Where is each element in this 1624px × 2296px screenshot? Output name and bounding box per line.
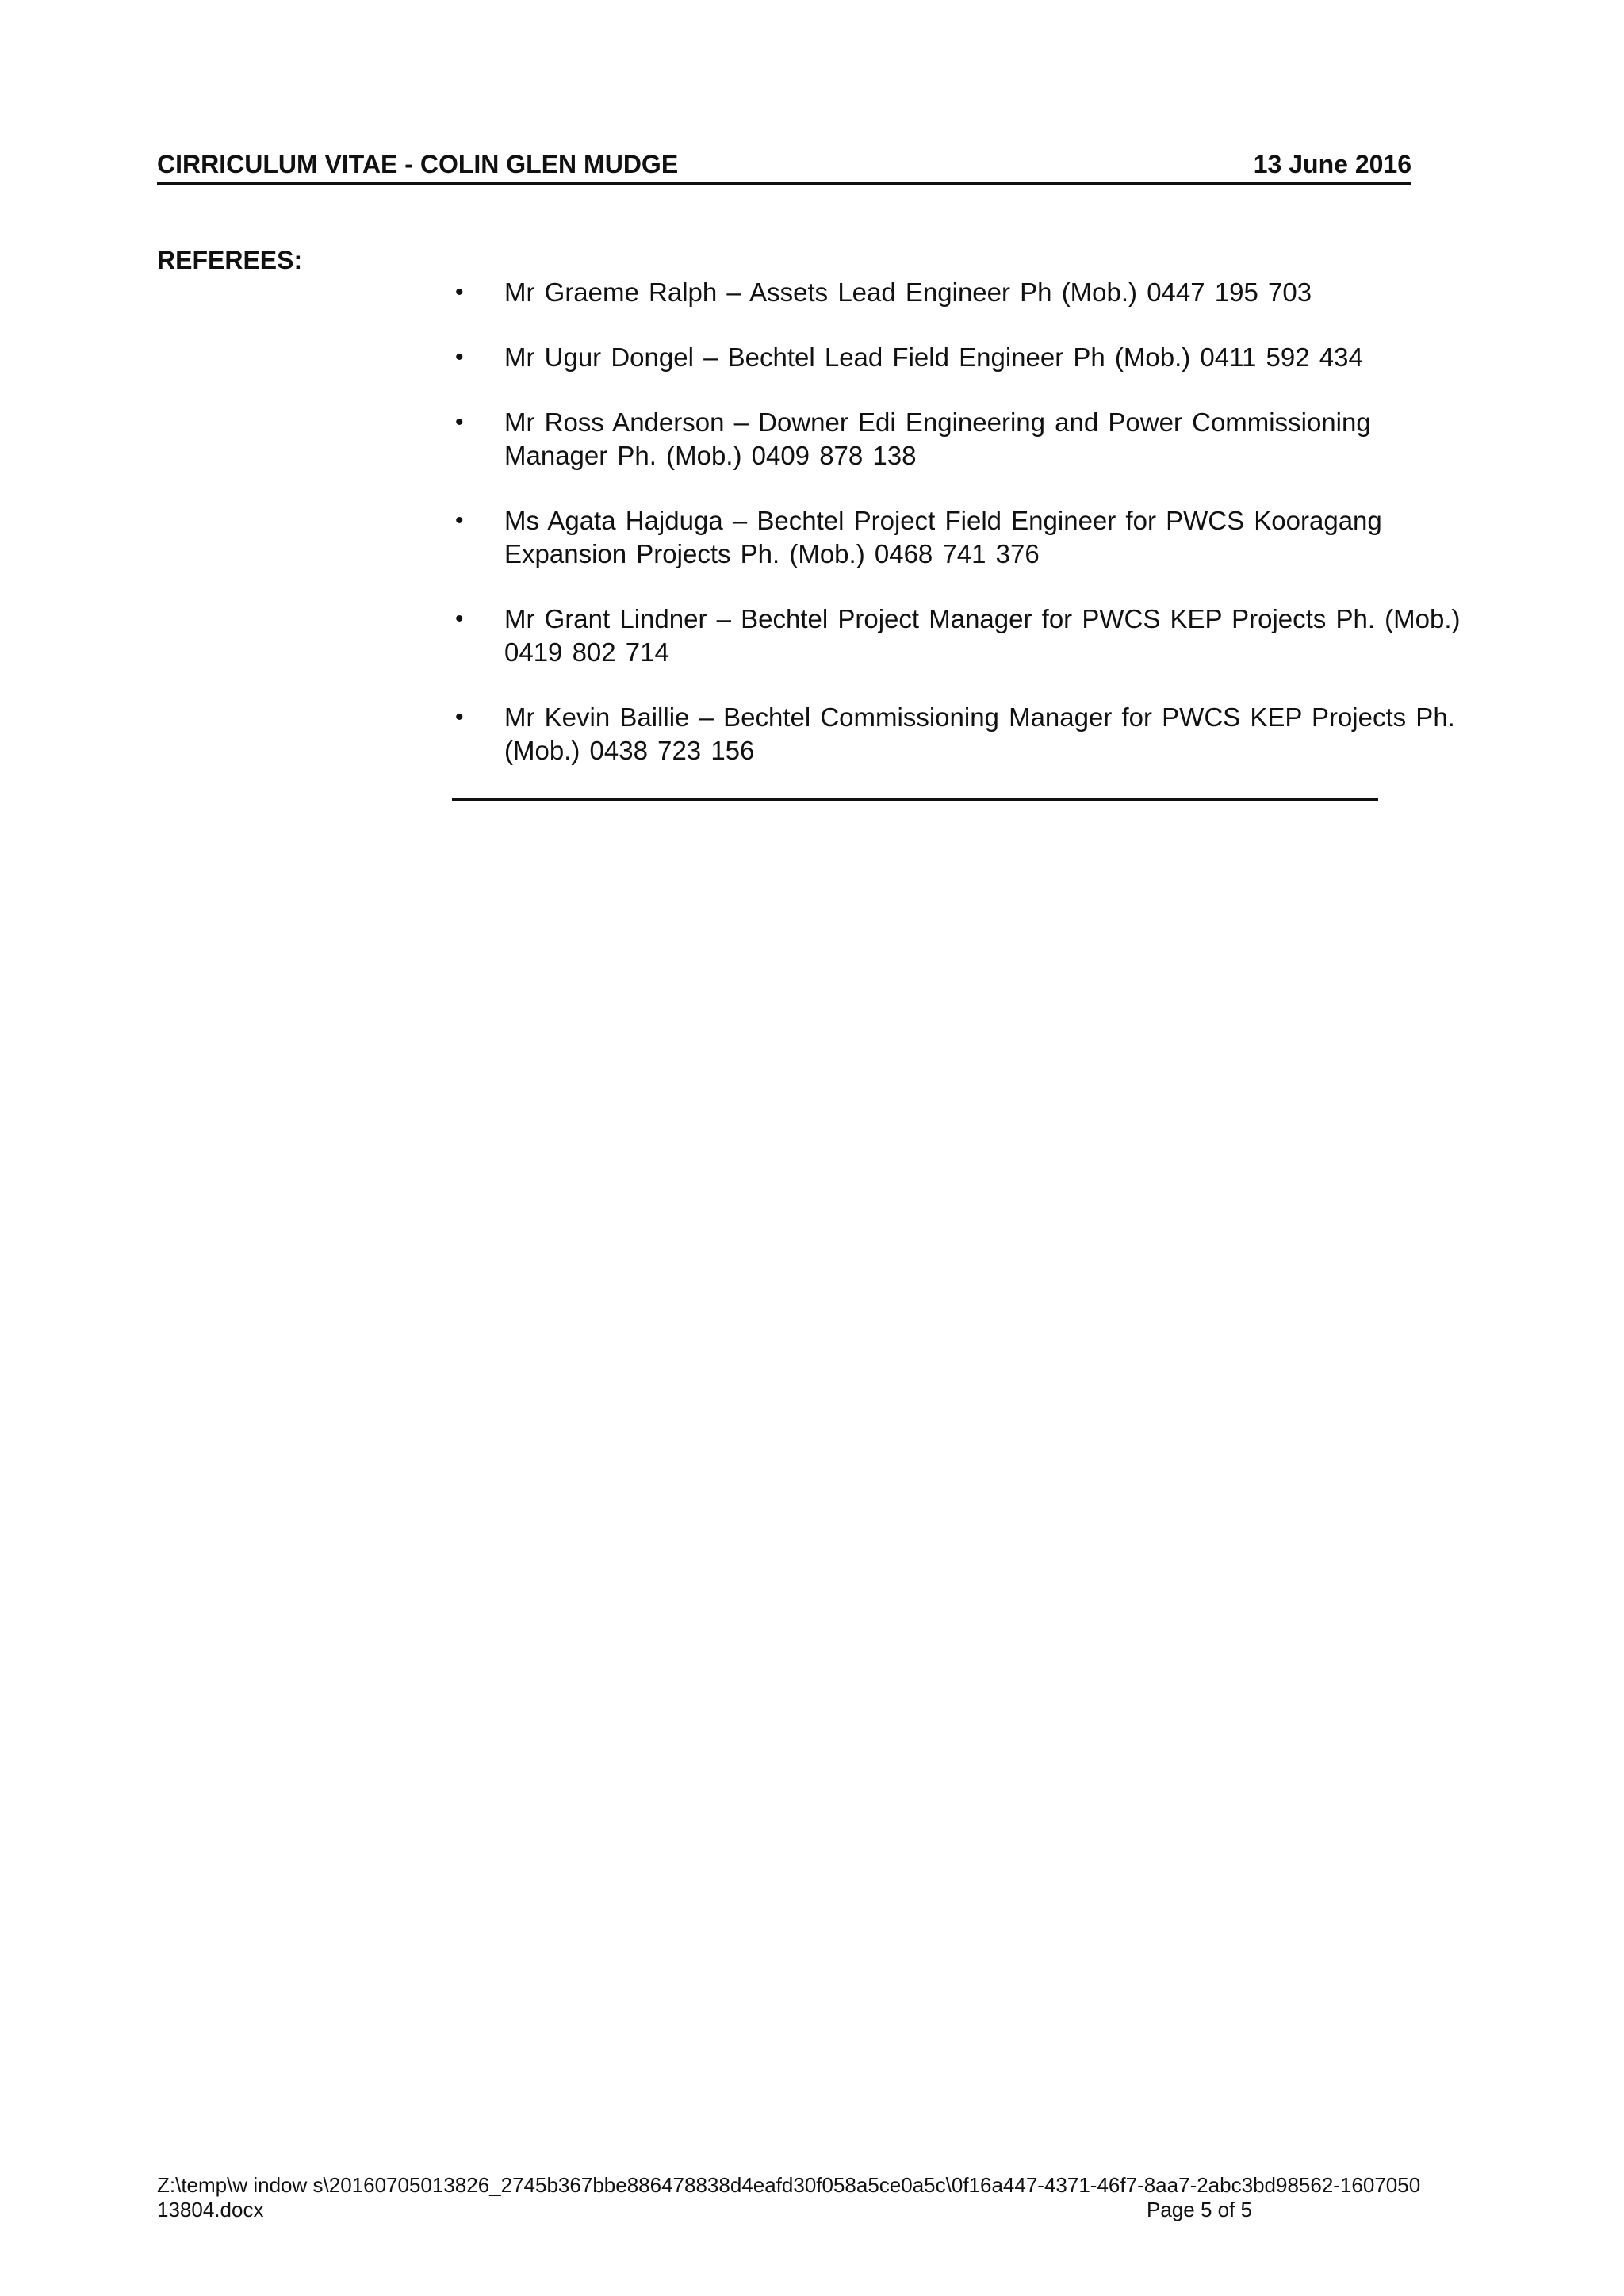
section-divider xyxy=(452,798,1378,801)
referee-text: Mr Grant Lindner – Bechtel Project Manager for PWCS KEP Projects Ph. (Mob.) 0419 802 714 xyxy=(504,604,1461,667)
page-header xyxy=(157,146,1411,185)
referee-text: Mr Ross Anderson – Downer Edi Engineering and Power Commissioning Manager Ph. (Mob.) 0409 878 138 xyxy=(504,408,1371,470)
list-item xyxy=(452,406,1483,473)
document-title: CIRRICULUM VITAE - COLIN GLEN MUDGE xyxy=(157,150,679,178)
list-item xyxy=(452,701,1483,767)
referee-text: Mr Graeme Ralph – Assets Lead Engineer Ph (Mob.) 0447 195 703 xyxy=(504,277,1312,307)
document-date: 13 June 2016 xyxy=(1253,150,1411,178)
bullet-icon: • xyxy=(455,704,464,730)
referee-text: Ms Agata Hajduga – Bechtel Project Field Engineer for PWCS Kooragang Expansion Projects Ph. (Mob.) 0468 741 376 xyxy=(504,506,1382,568)
list-item xyxy=(452,504,1483,571)
list-item xyxy=(452,603,1483,669)
bullet-icon: • xyxy=(455,279,464,305)
bullet-icon: • xyxy=(455,409,464,435)
referee-list xyxy=(452,276,1483,799)
bullet-icon: • xyxy=(455,344,464,370)
referee-text: Mr Ugur Dongel – Bechtel Lead Field Engineer Ph (Mob.) 0411 592 434 xyxy=(504,342,1363,372)
file-path: Z:\temp\w indow s\20160705013826_2745b367bbe886478838d4eafd30f058a5ce0a5c\0f16a447-4371-46f7-8aa7-2abc3bd98562-160705013804.docx xyxy=(157,2173,1421,2221)
list-item xyxy=(452,276,1483,309)
bullet-icon: • xyxy=(455,606,464,632)
bullet-icon: • xyxy=(455,507,464,534)
list-item xyxy=(452,341,1483,374)
referee-text: Mr Kevin Baillie – Bechtel Commissioning Manager for PWCS KEP Projects Ph. (Mob.) 0438 723 156 xyxy=(504,702,1455,765)
page-footer xyxy=(157,2173,1426,2222)
section-heading-referees: REFEREES: xyxy=(157,246,303,274)
page-number: Page 5 of 5 xyxy=(1147,2198,1252,2221)
